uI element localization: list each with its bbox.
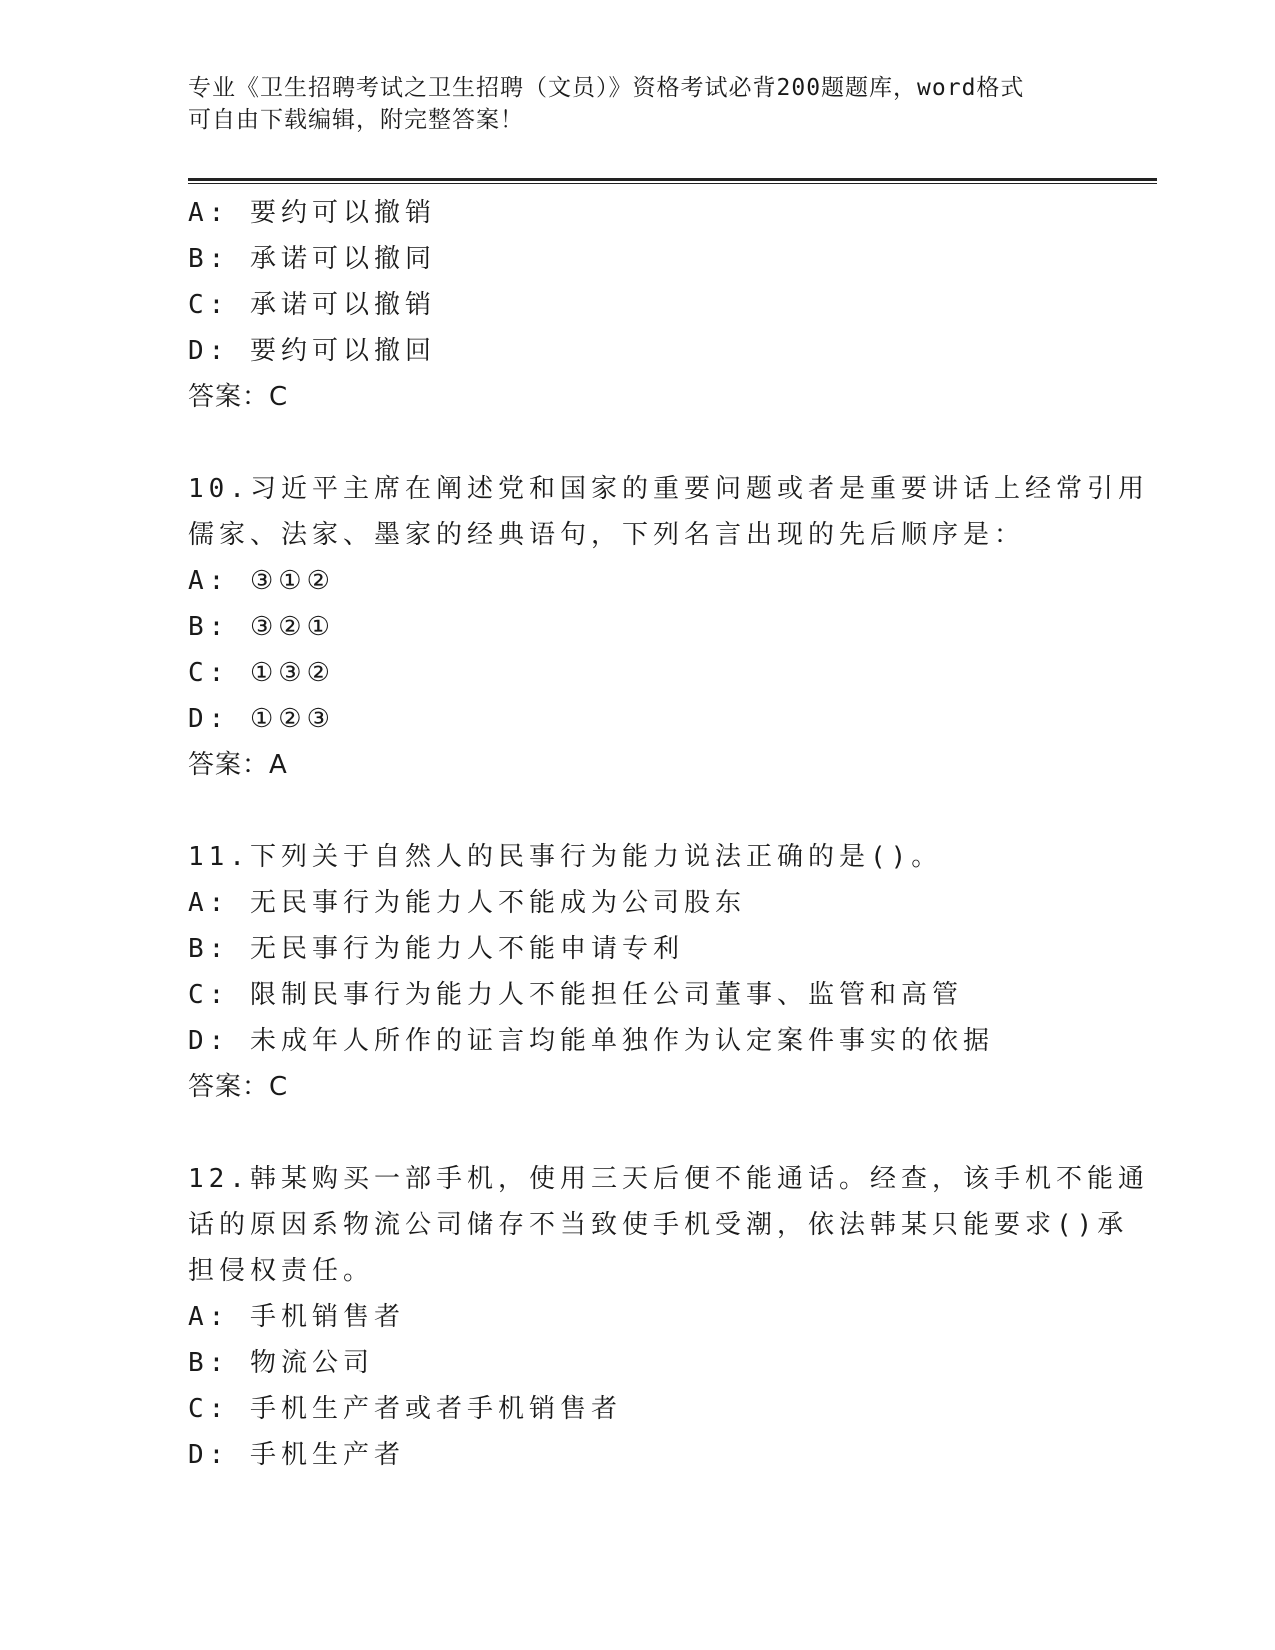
- question-stem-line: 儒家、法家、墨家的经典语句，下列名言出现的先后顺序是：: [188, 520, 1026, 550]
- option-b: B: 承诺可以撤同: [188, 244, 436, 274]
- header-divider: [188, 178, 1157, 184]
- option-b: B: ③②①: [188, 612, 335, 642]
- option-c: C: 限制民事行为能力人不能担任公司董事、监管和高管: [188, 980, 963, 1010]
- question-stem-line: 10.习近平主席在阐述党和国家的重要问题或者是重要讲话上经常引用: [188, 474, 1149, 504]
- question-11: [188, 834, 1088, 1110]
- option-d: D: 未成年人所作的证言均能单独作为认定案件事实的依据: [188, 1026, 994, 1056]
- option-c: C: 承诺可以撤销: [188, 290, 436, 320]
- answer: 答案：A: [188, 750, 288, 780]
- question-stem-line: 11.下列关于自然人的民事行为能力说法正确的是()。: [188, 842, 943, 872]
- question-9: [188, 190, 1088, 420]
- header-title-line-2: 可自由下载编辑，附完整答案！: [188, 107, 524, 133]
- option-a: A: 无民事行为能力人不能成为公司股东: [188, 888, 746, 918]
- question-10: [188, 466, 1149, 788]
- option-d: D: 手机生产者: [188, 1440, 405, 1470]
- option-a: A: 要约可以撤销: [188, 198, 436, 228]
- question-12: [188, 1156, 1149, 1478]
- question-stem-line: 担侵权责任。: [188, 1256, 375, 1286]
- option-a: A: ③①②: [188, 566, 335, 596]
- spacer: [188, 420, 1088, 466]
- option-c: C: 手机生产者或者手机销售者: [188, 1394, 622, 1424]
- option-d: D: 要约可以撤回: [188, 336, 436, 366]
- option-b: B: 物流公司: [188, 1348, 374, 1378]
- header-title-line-1: 专业《卫生招聘考试之卫生招聘（文员）》资格考试必背200题题库，word格式: [188, 75, 1025, 101]
- answer: 答案：C: [188, 382, 289, 412]
- question-stem-line: 话的原因系物流公司储存不当致使手机受潮，依法韩某只能要求()承: [188, 1210, 1129, 1240]
- option-a: A: 手机销售者: [188, 1302, 405, 1332]
- option-b: B: 无民事行为能力人不能申请专利: [188, 934, 684, 964]
- option-c: C: ①③②: [188, 658, 335, 688]
- option-d: D: ①②③: [188, 704, 335, 734]
- answer: 答案：C: [188, 1072, 289, 1102]
- question-list: [188, 190, 1149, 1478]
- spacer: [188, 1110, 1088, 1156]
- question-stem-line: 12.韩某购买一部手机，使用三天后便不能通话。经查，该手机不能通: [188, 1164, 1149, 1194]
- document-header: [188, 72, 1068, 136]
- spacer: [188, 788, 1088, 834]
